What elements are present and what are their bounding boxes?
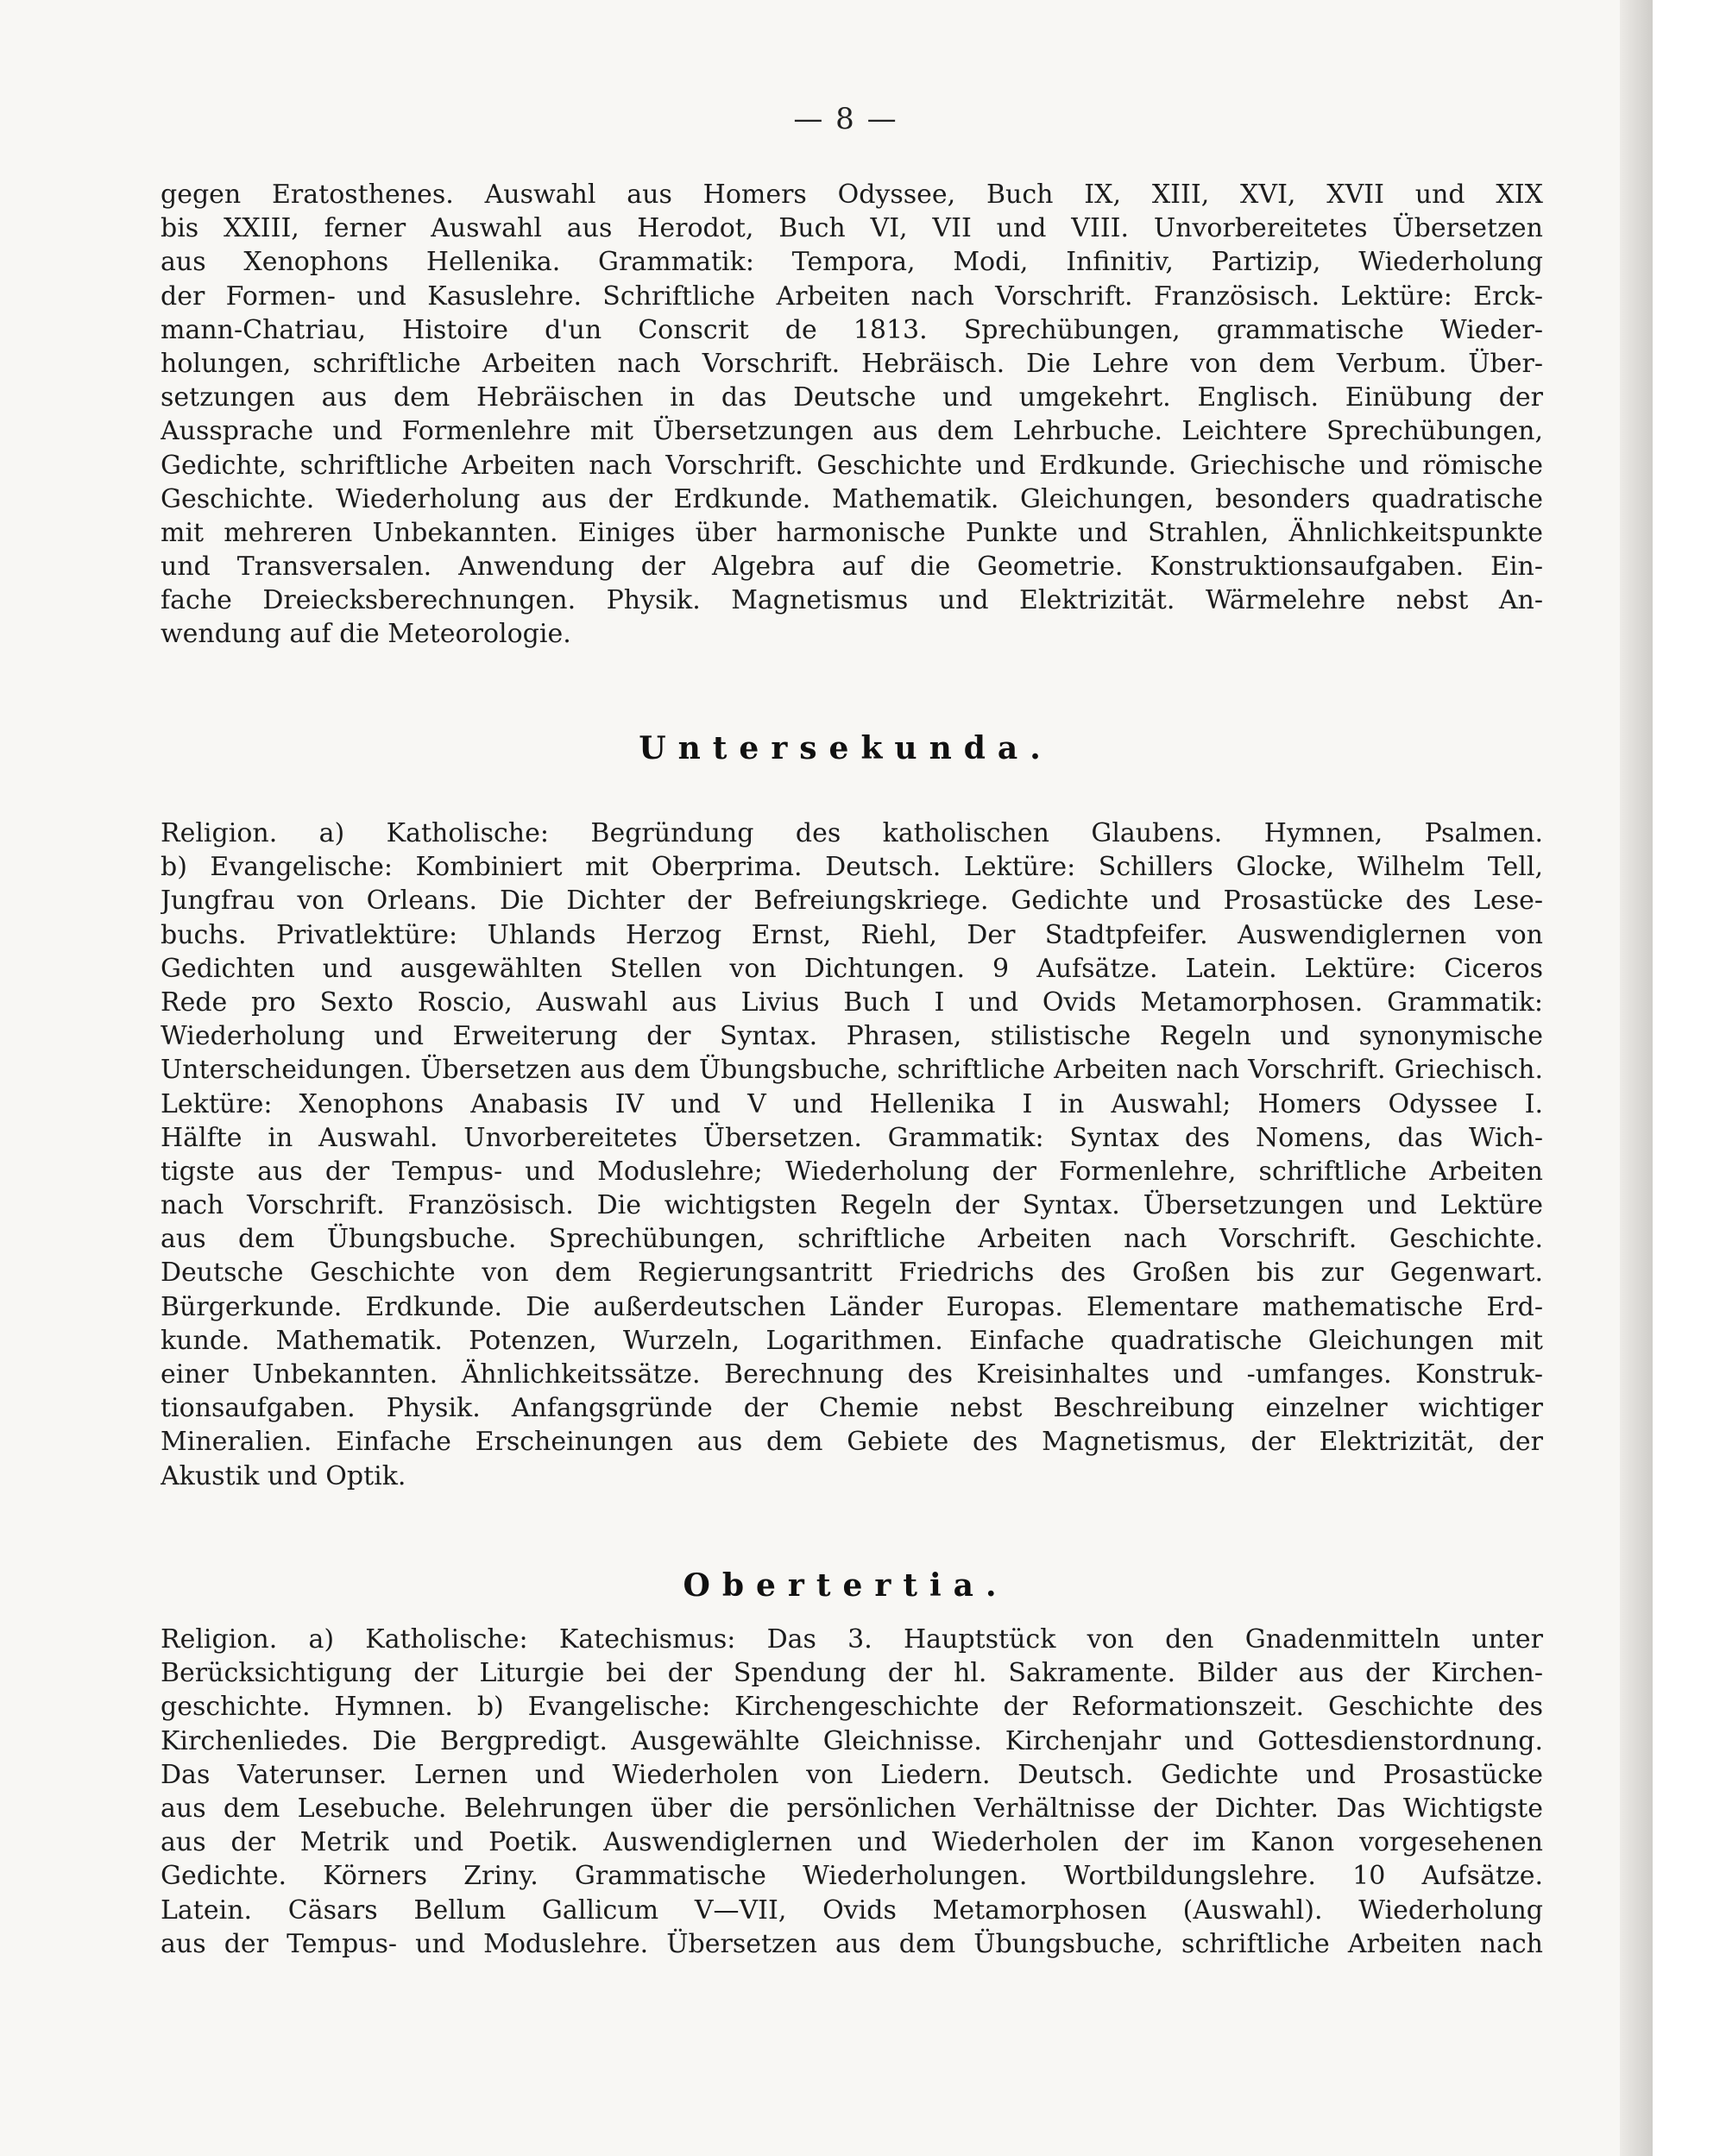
text-line: Deutsche Geschichte von dem Regierungsantritt Friedrichs des Großen bis zur Gegenwart.: [161, 1258, 1543, 1289]
text-line: aus der Tempus- und Moduslehre. Übersetzen aus dem Übungsbuche, schriftliche Arbeiten nach: [161, 1928, 1543, 1959]
text-line: Religion. a) Katholische: Katechismus: Das 3. Hauptstück von den Gnadenmitteln unter: [161, 1624, 1543, 1655]
text-line: Aussprache und Formenlehre mit Übersetzungen aus dem Lehrbuche. Leichtere Sprechübungen,: [161, 416, 1543, 447]
text-line: Latein. Cäsars Bellum Gallicum V—VII, Ovids Metamorphosen (Auswahl). Wiederholung: [161, 1894, 1543, 1926]
text-line: und Transversalen. Anwendung der Algebra auf die Geometrie. Konstruktionsaufgaben. Ein-: [161, 552, 1543, 583]
text-line: Lektüre: Xenophons Anabasis IV und V und Hellenika I in Auswahl; Homers Odyssee I.: [161, 1088, 1543, 1119]
text-line: mann-Chatriau, Histoire d'un Conscrit de 1813. Sprechübungen, grammatische Wieder-: [161, 314, 1543, 345]
text-line: Kirchenliedes. Die Bergpredigt. Ausgewählte Gleichnisse. Kirchenjahr und Gottesdienstordnung.: [161, 1725, 1543, 1756]
section-text-continued: [161, 178, 1543, 652]
section-text-untersekunda: [161, 816, 1543, 1493]
text-line: Das Vaterunser. Lernen und Wiederholen von Liedern. Deutsch. Gedichte und Prosastücke: [161, 1759, 1543, 1790]
text-line: Gedichte. Körners Zriny. Grammatische Wiederholungen. Wortbildungslehre. 10 Aufsätze.: [161, 1861, 1543, 1892]
text-line: Gedichte, schriftliche Arbeiten nach Vorschrift. Geschichte und Erdkunde. Griechische und römische: [161, 450, 1543, 481]
text-line: setzungen aus dem Hebräischen in das Deutsche und umgekehrt. Englisch. Einübung der: [161, 382, 1543, 413]
text-line: Hälfte in Auswahl. Unvorbereitetes Übersetzen. Grammatik: Syntax des Nomens, das Wich-: [161, 1122, 1543, 1153]
text-line: Jungfrau von Orleans. Die Dichter der Befreiungskriege. Gedichte und Prosastücke des Lese-: [161, 886, 1543, 917]
text-line: geschichte. Hymnen. b) Evangelische: Kirchengeschichte der Reformationszeit. Geschichte des: [161, 1692, 1543, 1723]
text-line: wendung auf die Meteorologie.: [161, 619, 571, 650]
section-heading-untersekunda: Untersekunda.: [639, 730, 1053, 766]
text-line: Akustik und Optik.: [161, 1460, 406, 1491]
binding-shadow: [1620, 0, 1653, 2156]
text-line: tionsaufgaben. Physik. Anfangsgründe der Chemie nebst Beschreibung einzelner wichtiger: [161, 1393, 1543, 1424]
text-line: fache Dreiecksberechnungen. Physik. Magnetismus und Elektrizität. Wärmelehre nebst An-: [161, 585, 1543, 616]
text-line: gegen Eratosthenes. Auswahl aus Homers Odyssee, Buch IX, XIII, XVI, XVII und XIX: [161, 180, 1543, 210]
text-line: holungen, schriftliche Arbeiten nach Vorschrift. Hebräisch. Die Lehre von dem Verbum. Über-: [161, 348, 1543, 379]
text-line: kunde. Mathematik. Potenzen, Wurzeln, Logarithmen. Einfache quadratische Gleichungen mit: [161, 1325, 1543, 1356]
text-line: Bürgerkunde. Erdkunde. Die außerdeutschen Länder Europas. Elementare mathematische Erd-: [161, 1291, 1543, 1322]
text-line: Mineralien. Einfache Erscheinungen aus dem Gebiete des Magnetismus, der Elektrizität, der: [161, 1427, 1543, 1458]
text-line: aus dem Übungsbuche. Sprechübungen, schriftliche Arbeiten nach Vorschrift. Geschichte.: [161, 1224, 1543, 1255]
text-line: tigste aus der Tempus- und Moduslehre; Wiederholung der Formenlehre, schriftliche Arbeiten: [161, 1156, 1543, 1187]
section-text-obertertia: [161, 1623, 1543, 1961]
text-line: Religion. a) Katholische: Begründung des katholischen Glaubens. Hymnen, Psalmen.: [161, 818, 1543, 848]
text-line: buchs. Privatlektüre: Uhlands Herzog Ernst, Riehl, Der Stadtpfeifer. Auswendiglernen von: [161, 919, 1543, 950]
text-line: Geschichte. Wiederholung aus der Erdkunde. Mathematik. Gleichungen, besonders quadratische: [161, 483, 1543, 514]
text-line: Unterscheidungen. Übersetzen aus dem Übungsbuche, schriftliche Arbeiten nach Vorschrift. Griechisch.: [161, 1055, 1543, 1086]
text-line: aus Xenophons Hellenika. Grammatik: Tempora, Modi, Infinitiv, Partizip, Wiederholung: [161, 247, 1543, 278]
text-line: bis XXIII, ferner Auswahl aus Herodot, Buch VI, VII und VIII. Unvorbereitetes Übersetzen: [161, 213, 1543, 244]
text-line: Rede pro Sexto Roscio, Auswahl aus Livius Buch I und Ovids Metamorphosen. Grammatik:: [161, 987, 1543, 1018]
text-line: aus der Metrik und Poetik. Auswendiglernen und Wiederholen der im Kanon vorgesehenen: [161, 1827, 1543, 1858]
text-line: aus dem Lesebuche. Belehrungen über die persönlichen Verhältnisse der Dichter. Das Wichtigste: [161, 1793, 1543, 1824]
text-line: Wiederholung und Erweiterung der Syntax. Phrasen, stilistische Regeln und synonymische: [161, 1021, 1543, 1052]
text-line: einer Unbekannten. Ähnlichkeitssätze. Berechnung des Kreisinhaltes und -umfanges. Konstruk-: [161, 1359, 1543, 1390]
text-line: b) Evangelische: Kombiniert mit Oberprima. Deutsch. Lektüre: Schillers Glocke, Wilhelm Tell,: [161, 852, 1543, 883]
page-number: — 8 —: [793, 102, 898, 136]
section-heading-obertertia: Obertertia.: [683, 1567, 1009, 1604]
text-line: Berücksichtigung der Liturgie bei der Spendung der hl. Sakramente. Bilder aus der Kirchen-: [161, 1658, 1543, 1689]
text-line: nach Vorschrift. Französisch. Die wichtigsten Regeln der Syntax. Übersetzungen und Lektüre: [161, 1190, 1543, 1221]
text-line: Gedichten und ausgewählten Stellen von Dichtungen. 9 Aufsätze. Latein. Lektüre: Ciceros: [161, 953, 1543, 984]
text-line: mit mehreren Unbekannten. Einiges über harmonische Punkte und Strahlen, Ähnlichkeitspunkte: [161, 517, 1543, 548]
text-line: der Formen- und Kasuslehre. Schriftliche Arbeiten nach Vorschrift. Französisch. Lektüre: Erck-: [161, 281, 1543, 312]
